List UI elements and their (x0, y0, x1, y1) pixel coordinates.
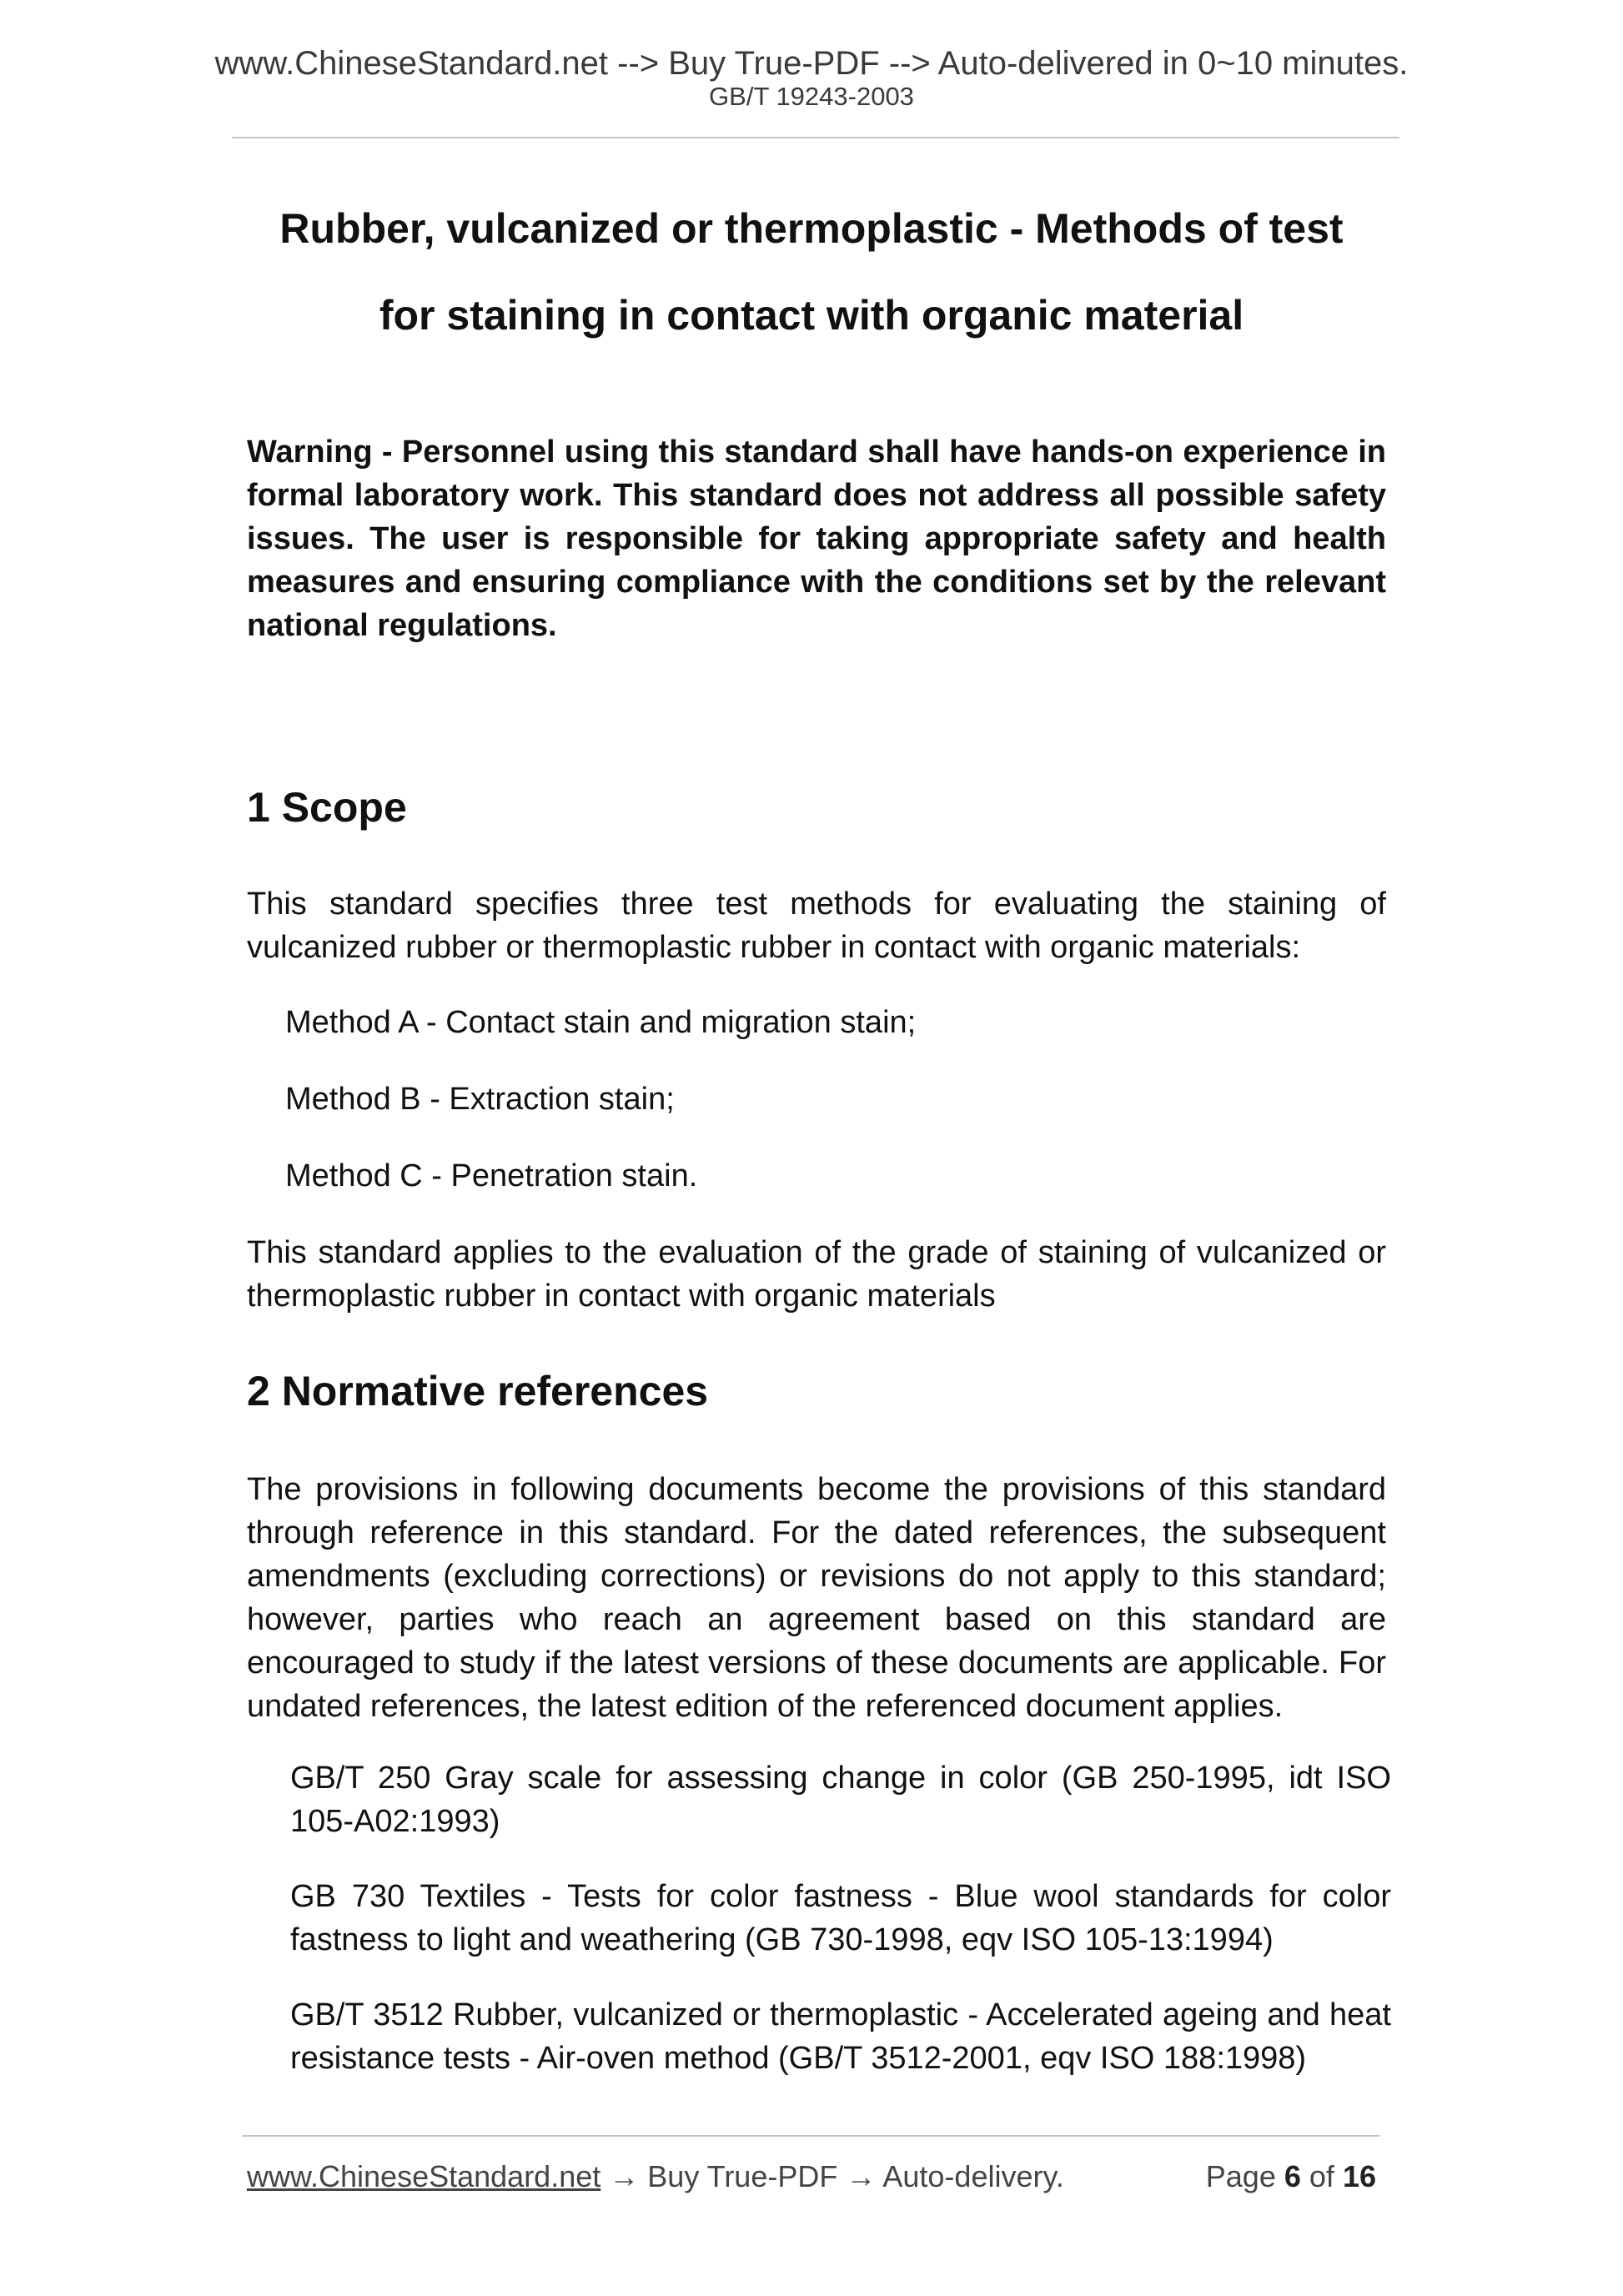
method-a: Method A - Contact stain and migration stain; (285, 1005, 917, 1040)
scope-intro: This standard specifies three test methods for evaluating the staining of vulcanized rubber or thermoplastic rubber in contact with organic materials: (247, 887, 1386, 965)
section-heading-scope: 1 Scope (247, 784, 407, 831)
page-total: 16 (1342, 2159, 1376, 2193)
reference-gb-730: GB 730 Textiles - Tests for color fastness - Blue wool standards for color fastness to light and weathering (GB 730-1998, eqv ISO 105-13:1994) (290, 1879, 1391, 1957)
arrow-icon: → (846, 2159, 877, 2193)
warning-paragraph: Warning - Personnel using this standard shall have hands-on experience in formal laboratory work. This standard does not address all possible safety issues. The user is responsible for taking appropriate safety and health measures and ensuring compliance with the conditions set by the relevant national regulations. (247, 435, 1386, 643)
page-of: of (1309, 2159, 1334, 2193)
reference-gbt-3512: GB/T 3512 Rubber, vulcanized or thermoplastic - Accelerated ageing and heat resistance tests - Air-oven method (GB/T 3512-2001, eqv ISO 188:1998) (290, 1997, 1391, 2076)
footer-delivery-text: Auto-delivery. (882, 2159, 1064, 2193)
page-indicator (1206, 2158, 1376, 2195)
header-divider (232, 137, 1399, 138)
scope-applies: This standard applies to the evaluation of the grade of staining of vulcanized or thermoplastic rubber in contact with organic materials (247, 1235, 1386, 1314)
page-current: 6 (1284, 2159, 1301, 2193)
site-banner: www.ChineseStandard.net --> Buy True-PDF --> Auto-delivered in 0~10 minutes. (214, 45, 1409, 82)
method-b: Method B - Extraction stain; (285, 1082, 675, 1117)
arrow-icon: → (609, 2159, 640, 2193)
section-heading-normative-references: 2 Normative references (247, 1368, 709, 1414)
title-line-1: Rubber, vulcanized or thermoplastic - Methods of test (279, 205, 1344, 252)
standard-number: GB/T 19243-2003 (709, 82, 914, 111)
document-title (167, 185, 1456, 359)
footer-buy-text: Buy True-PDF (647, 2159, 838, 2193)
method-c: Method C - Penetration stain. (285, 1158, 698, 1193)
title-line-2: for staining in contact with organic material (379, 292, 1244, 339)
footer-divider (242, 2135, 1379, 2137)
page-label: Page (1205, 2159, 1276, 2193)
normative-intro: The provisions in following documents become the provisions of this standard through reference in this standard. For the dated references, the subsequent amendments (excluding corrections) or revisions do not apply to this standard; however, parties who reach an agreement based on this standard are encouraged to study if the latest versions of these documents are applicable. For undated references, the latest edition of the referenced document applies. (247, 1472, 1386, 1724)
reference-gbt-250: GB/T 250 Gray scale for assessing change in color (GB 250-1995, idt ISO 105-A02:1993) (290, 1761, 1391, 1839)
footer-links (247, 2158, 1064, 2195)
footer-site-link[interactable]: www.ChineseStandard.net (247, 2159, 601, 2193)
